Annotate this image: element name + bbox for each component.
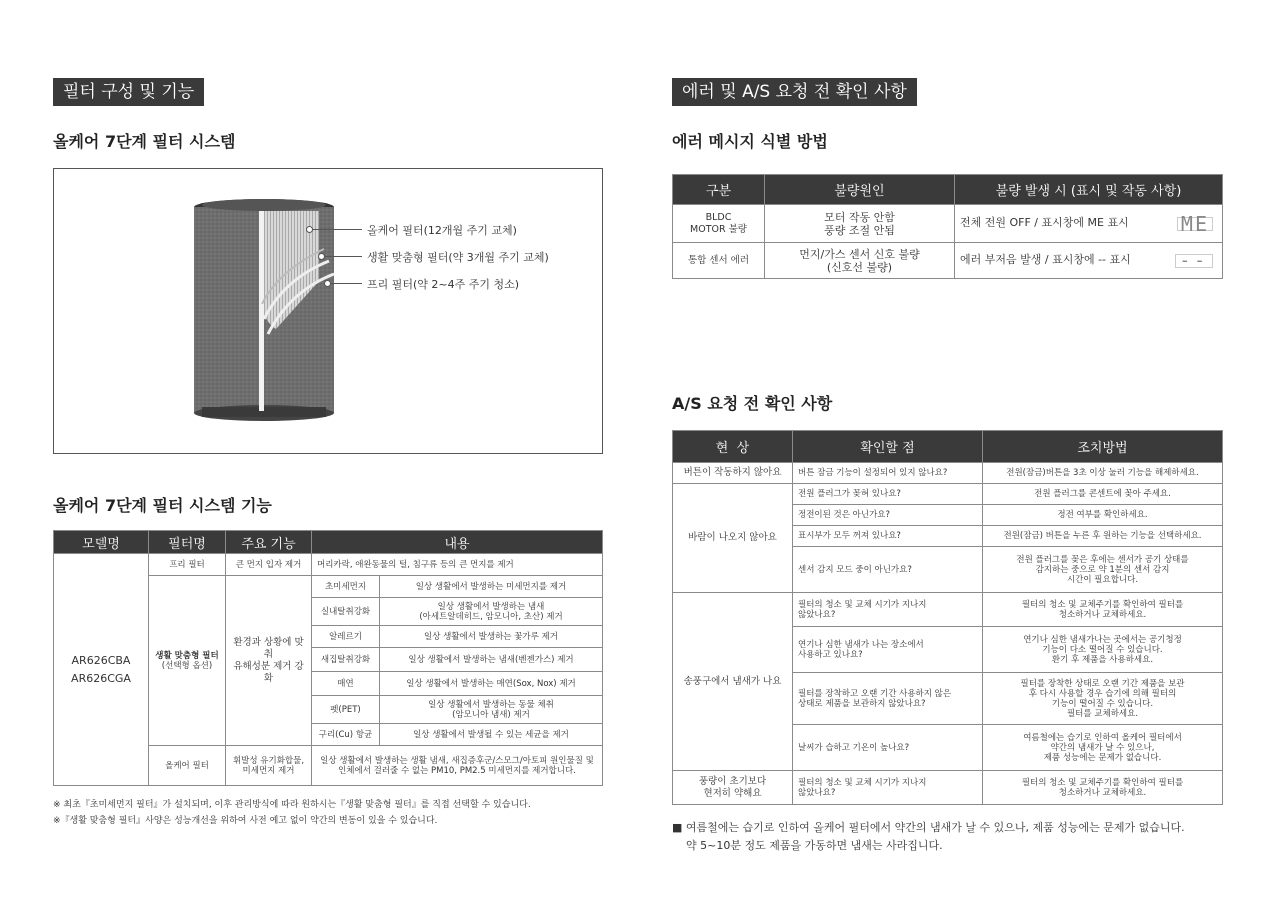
action-cell: 연기나 심한 냄새가나는 곳에서는 공기청정 기능이 다소 떨어질 수 있습니다. 환기 후 제품을 사용하세요. (983, 627, 1223, 673)
callout-custom: 생활 맞춤형 필터(약 3개월 주기 교체) (367, 251, 549, 264)
symptom-cell: 송풍구에서 냄새가 나요 (673, 593, 793, 771)
check-cell: 센서 감지 모드 중이 아닌가요? (793, 547, 983, 593)
header-content: 내용 (312, 531, 603, 554)
model-cell: AR626CBA AR626CGA (54, 554, 149, 786)
action-cell: 전원(잠금)버튼을 3초 이상 눌러 기능을 해제하세요. (983, 463, 1223, 484)
callout-line (312, 229, 362, 230)
action-cell: 여름철에는 습기로 인하여 올케어 필터에서 약간의 냄새가 날 수 있으나, 제품 성능에는 문제가 없습니다. (983, 725, 1223, 771)
header-model: 모델명 (54, 531, 149, 554)
symptom-cell: 바람이 나오지 않아요 (673, 484, 793, 593)
action-cell: 전원 플러그를 꽂은 후에는 센서가 공기 상태를 감지하는 중으로 약 1분의 센서 감지 시간이 필요합니다. (983, 547, 1223, 593)
filter-function-title: 올케어 7단계 필터 시스템 기능 (53, 496, 272, 515)
custom-row-desc: 일상 생활에서 발생하는 냄새 (아세트알데히드, 암모니아, 초산) 제거 (380, 598, 603, 626)
bottom-note-1: ■ 여름철에는 습기로 인하여 올케어 필터에서 약간의 냄새가 날 수 있으나, 제품 성능에는 문제가 없습니다. (672, 821, 1185, 834)
header-symptom: 현 상 (673, 431, 793, 463)
as-check-title: A/S 요청 전 확인 사항 (672, 394, 833, 413)
header-cause: 불량원인 (765, 175, 955, 205)
custom-row-desc: 일상 생활에서 발생하는 미세먼지를 제거 (380, 576, 603, 598)
filter-figure (53, 168, 603, 454)
header-function: 주요 기능 (226, 531, 312, 554)
action-cell: 필터를 장착한 상태로 오랜 기간 제품을 보관 후 다시 사용할 경우 습기에 의해 필터의 기능이 떨어질 수 있습니다. 필터를 교체하세요. (983, 673, 1223, 725)
error-display: 전체 전원 OFF / 표시창에 ME 표시 ME (955, 205, 1223, 243)
action-cell: 전원(잠금) 버튼을 누른 후 원하는 기능을 선택하세요. (983, 526, 1223, 547)
action-cell: 전원 플러그를 콘센트에 꽂아 주세요. (983, 484, 1223, 505)
allcare-filter-content: 일상 생활에서 발생하는 생활 냄새, 새집증후군/스모그/아토피 원인물질 및 인체에서 걸러줄 수 없는 PM10, PM2.5 미세먼지를 제거합니다. (312, 746, 603, 786)
custom-row-desc: 일상 생활에서 발생하는 매연(Sox, Nox) 제거 (380, 672, 603, 696)
filter-function-table (53, 530, 603, 786)
custom-row-name: 새집탈취강화 (312, 648, 380, 672)
error-display: 에러 부저음 발생 / 표시창에 -- 표시 -- (955, 243, 1223, 279)
check-cell: 연기나 심한 냄새가 나는 장소에서 사용하고 있나요? (793, 627, 983, 673)
left-section-title: 필터 구성 및 기능 (53, 78, 204, 106)
custom-row-name: 구리(Cu) 항균 (312, 724, 380, 746)
check-cell: 전원 플러그가 꽂혀 있나요? (793, 484, 983, 505)
right-section-title: 에러 및 A/S 요청 전 확인 사항 (672, 78, 917, 106)
action-cell: 필터의 청소 및 교체주기를 확인하여 필터를 청소하거나 교체하세요. (983, 771, 1223, 805)
error-cause: 먼지/가스 센서 신호 불량 (신호선 불량) (765, 243, 955, 279)
action-cell: 필터의 청소 및 교체주기를 확인하여 필터를 청소하거나 교체하세요. (983, 593, 1223, 627)
check-cell: 정전이된 것은 아닌가요? (793, 505, 983, 526)
custom-row-name: 펫(PET) (312, 696, 380, 724)
check-cell: 날씨가 습하고 기온이 높나요? (793, 725, 983, 771)
check-cell: 필터의 청소 및 교체 시기가 지나지 않았나요? (793, 771, 983, 805)
header-display: 불량 발생 시 (표시 및 작동 사항) (955, 175, 1223, 205)
pre-filter-name: 프리 필터 (149, 554, 226, 576)
header-check: 확인할 점 (793, 431, 983, 463)
callout-line (330, 283, 362, 284)
error-table (672, 174, 1223, 279)
error-message-title: 에러 메시지 식별 방법 (672, 132, 828, 151)
pre-filter-content: 머리카락, 애완동물의 털, 침구류 등의 큰 먼지를 제거 (312, 554, 603, 576)
check-cell: 필터를 장착하고 오랜 기간 사용하지 않은 상태로 제품을 보관하지 않았나요? (793, 673, 983, 725)
display-code-me: ME (1177, 217, 1213, 231)
custom-row-name: 매연 (312, 672, 380, 696)
header-type: 구분 (673, 175, 765, 205)
custom-row-desc: 일상 생활에서 발생하는 냄새(벤젠가스) 제거 (380, 648, 603, 672)
callout-line (324, 256, 362, 257)
check-cell: 버튼 잠금 기능이 설정되어 있지 않나요? (793, 463, 983, 484)
header-action: 조치방법 (983, 431, 1223, 463)
custom-row-desc: 일상 생활에서 발생될 수 있는 세균을 제거 (380, 724, 603, 746)
custom-row-name: 알레르기 (312, 626, 380, 648)
custom-row-name: 실내탈취강화 (312, 598, 380, 626)
filter-system-title: 올케어 7단계 필터 시스템 (53, 132, 236, 151)
check-cell: 필터의 청소 및 교체 시기가 지나지 않았나요? (793, 593, 983, 627)
filter-cylinder-image (54, 169, 602, 453)
custom-row-desc: 일상 생활에서 발생하는 동물 체취 (암모니아 냄새) 제거 (380, 696, 603, 724)
note-2: ※『생활 맞춤형 필터』사양은 성능개선을 위하여 사전 예고 없이 약간의 변동이 있을 수 있습니다. (53, 816, 438, 826)
error-type: 통합 센서 에러 (673, 243, 765, 279)
custom-filter-name: 생활 맞춤형 필터 (선택형 옵션) (149, 576, 226, 746)
note-1: ※ 최초『초미세먼지 필터』가 설치되며, 이후 관리방식에 따라 원하시는『생활 맞춤형 필터』를 직접 선택할 수 있습니다. (53, 800, 531, 810)
action-cell: 정전 여부를 확인하세요. (983, 505, 1223, 526)
allcare-filter-name: 올케어 필터 (149, 746, 226, 786)
custom-row-name: 초미세먼지 (312, 576, 380, 598)
symptom-cell: 풍량이 초기보다 현저히 약해요 (673, 771, 793, 805)
custom-row-desc: 일상 생활에서 발생하는 꽃가루 제거 (380, 626, 603, 648)
custom-filter-function: 환경과 상황에 맞춰 유해성분 제거 강화 (226, 576, 312, 746)
display-code-dash: -- (1175, 254, 1213, 268)
callout-pre: 프리 필터(약 2~4주 주기 청소) (367, 278, 520, 291)
error-cause: 모터 작동 안함 풍량 조절 안됨 (765, 205, 955, 243)
check-cell: 표시부가 모두 꺼져 있나요? (793, 526, 983, 547)
error-type: BLDC MOTOR 불량 (673, 205, 765, 243)
callout-allcare: 올케어 필터(12개월 주기 교체) (367, 224, 517, 237)
allcare-filter-function: 휘발성 유기화합물, 미세먼지 제거 (226, 746, 312, 786)
header-filter: 필터명 (149, 531, 226, 554)
bottom-note-2: 약 5~10분 정도 제품을 가동하면 냄새는 사라집니다. (686, 839, 943, 852)
pre-filter-function: 큰 먼지 입자 제거 (226, 554, 312, 576)
symptom-cell: 버튼이 작동하지 않아요 (673, 463, 793, 484)
as-check-table (672, 430, 1223, 805)
